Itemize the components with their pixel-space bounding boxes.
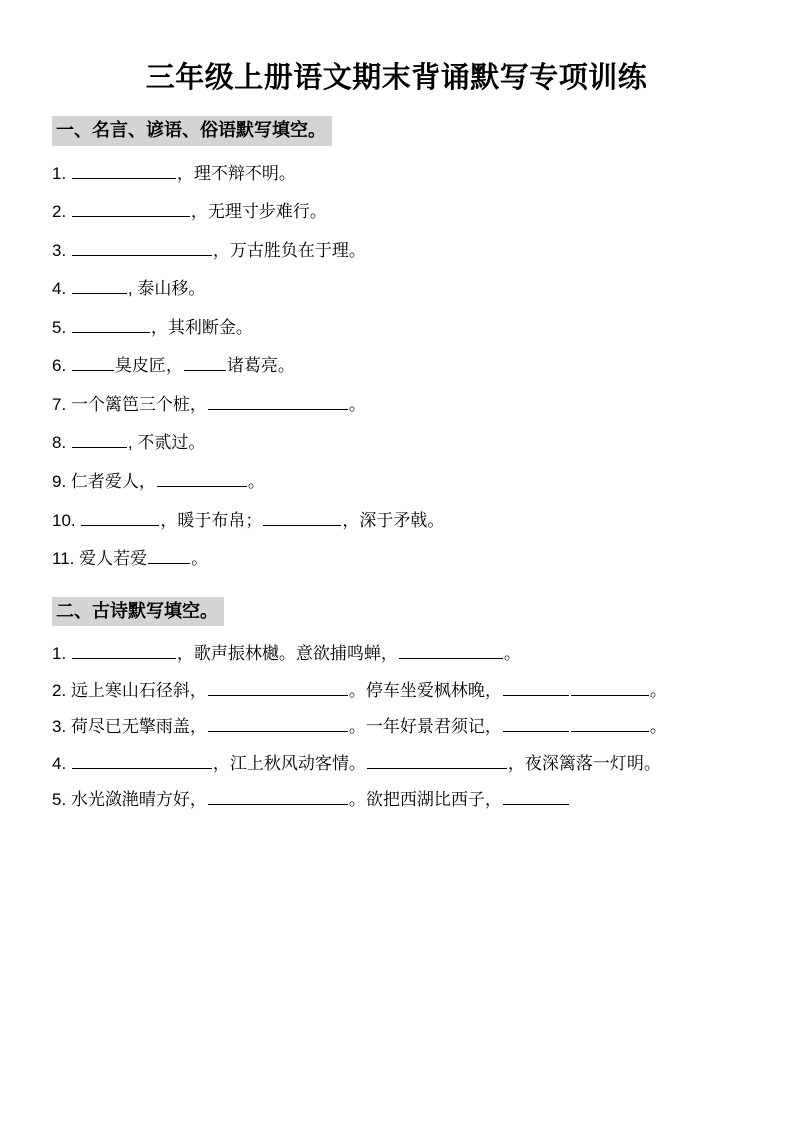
question-number: 5. [52,317,67,337]
question-text: ，暖于布帛； [160,510,263,530]
page-title: 三年级上册语文期末背诵默写专项训练 [145,62,648,94]
question-text: ，夜深篱落一灯明。 [507,753,661,773]
question-text: 。一年好景君须记， [348,717,502,737]
answer-blank[interactable] [184,354,226,371]
question-text: ，其利断金。 [150,317,253,337]
question-text: ，歌声振林樾。意欲捕鸣蝉， [176,644,398,664]
question-item [52,468,741,496]
question-number: 3. [52,240,67,260]
section-1-heading: 一、名言、谚语、俗语默写填空。 [52,116,332,146]
question-number: 2. [52,202,67,222]
question-item [52,352,741,380]
question-number: 1. [52,644,67,664]
answer-blank[interactable] [263,508,341,525]
question-item [52,275,741,303]
question-number: 6. [52,356,67,376]
answer-blank[interactable] [72,354,114,371]
question-number: 4. [52,279,67,299]
question-number: 5. [52,790,67,810]
question-number: 10. [52,510,76,530]
question-text: 诸葛亮。 [226,356,295,376]
answer-blank[interactable] [399,642,503,659]
question-text: ，理不辩不明。 [176,163,296,183]
question-item [52,391,741,419]
question-text: 。 [503,644,521,664]
question-text: ，江上秋风动客情。 [212,753,366,773]
question-item [52,640,741,668]
answer-blank[interactable] [208,715,348,732]
question-item [52,429,741,457]
answer-blank[interactable] [367,752,507,769]
question-number: 8. [52,433,67,453]
section-2 [52,591,741,637]
question-number: 11. [52,549,75,569]
section-2-heading: 二、古诗默写填空。 [52,597,224,627]
question-number: 4. [52,753,67,773]
question-text: 水光潋滟晴方好， [70,790,207,810]
question-text: 远上寒山石径斜， [70,680,207,700]
answer-blank[interactable] [72,239,212,256]
answer-blank[interactable] [208,393,348,410]
question-item [52,545,741,573]
answer-blank[interactable] [148,547,190,564]
answer-blank[interactable] [72,162,176,179]
question-text: 。 [649,680,667,700]
answer-blank[interactable] [72,642,176,659]
question-item [52,160,741,188]
question-text: 。停车坐爱枫林晚， [348,680,502,700]
question-text: , 不贰过。 [127,433,206,453]
answer-blank[interactable] [72,200,190,217]
question-number: 1. [52,163,67,183]
question-text: , 泰山移。 [127,279,206,299]
answer-blank[interactable] [571,715,649,732]
answer-blank[interactable] [72,277,127,294]
question-text: 仁者爱人， [70,472,156,491]
answer-blank[interactable] [503,715,569,732]
answer-blank[interactable] [208,788,348,805]
answer-blank[interactable] [72,431,127,448]
question-number: 3. [52,717,67,737]
question-text: 一个篱笆三个桩， [70,394,207,414]
question-number: 7. [52,394,67,414]
answer-blank[interactable] [72,752,212,769]
question-text: 爱人若爱 [79,549,148,569]
question-text: ，深于矛戟。 [342,510,445,530]
question-item [52,237,741,265]
question-text: 。 [348,394,366,414]
question-item [52,677,741,705]
answer-blank[interactable] [81,508,159,525]
question-item [52,507,741,535]
answer-blank[interactable] [503,788,569,805]
question-text: 。欲把西湖比西子， [348,790,502,810]
answer-blank[interactable] [571,678,649,695]
question-item [52,713,741,741]
question-number: 9. [52,472,67,491]
question-item [52,314,741,342]
question-text: 。 [247,472,265,491]
question-text: 臭皮匠， [114,356,183,376]
question-text: ，万古胜负在于理。 [212,240,366,260]
question-text: 。 [191,549,209,569]
question-item [52,750,741,778]
question-text: 。 [649,717,667,737]
question-text: 荷尽已无擎雨盖， [70,717,207,737]
question-number: 2. [52,680,67,700]
answer-blank[interactable] [72,316,150,333]
question-text: ，无理寸步难行。 [190,202,327,222]
question-item [52,786,741,814]
section-1 [52,110,741,156]
question-item [52,198,741,226]
answer-blank[interactable] [157,470,247,487]
answer-blank[interactable] [208,678,348,695]
answer-blank[interactable] [503,678,569,695]
